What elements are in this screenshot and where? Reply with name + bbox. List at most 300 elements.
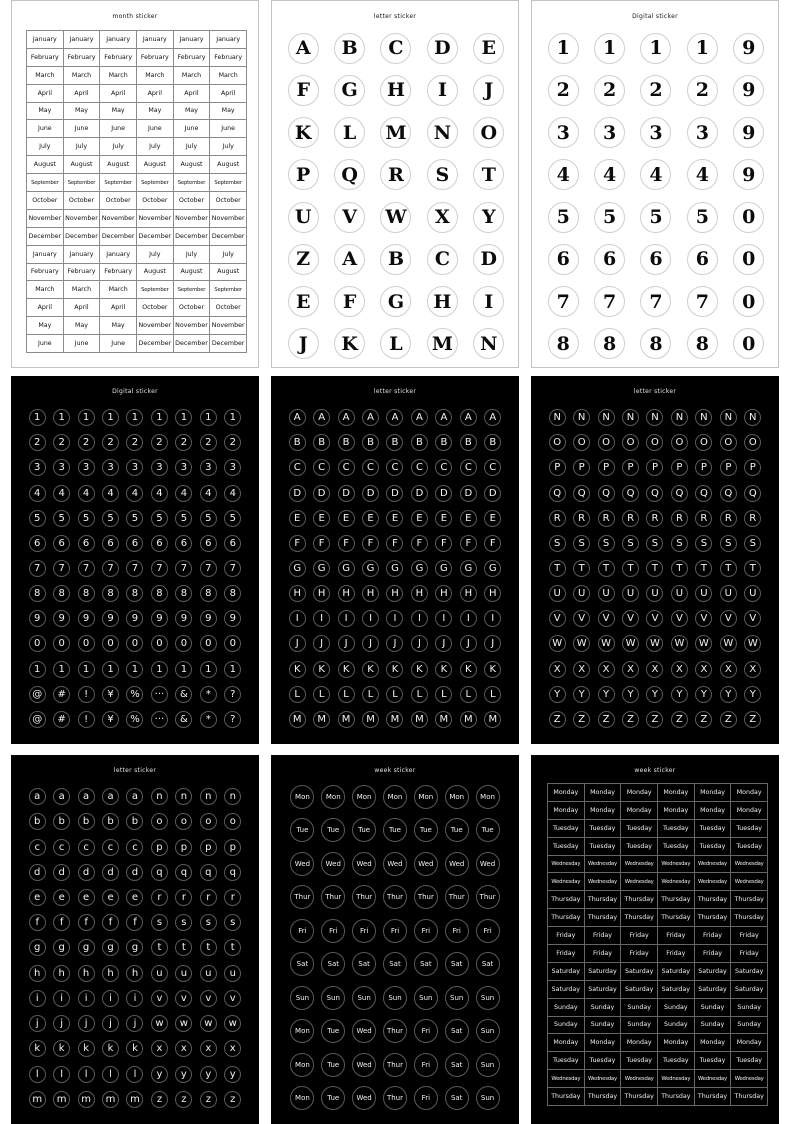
sticker-label: Q	[699, 487, 708, 499]
sticker-label: 5	[205, 512, 212, 524]
sticker-circle	[695, 459, 712, 476]
sticker-label: 5	[229, 512, 236, 524]
sticker-cell: May	[64, 317, 101, 335]
sticker-circle	[476, 1086, 500, 1110]
sticker-circle	[78, 711, 95, 728]
sticker-label: y	[229, 1068, 236, 1080]
sticker-label: z	[156, 1093, 163, 1105]
sticker-circle	[313, 535, 330, 552]
sticker-label: X	[749, 663, 757, 675]
sticker-circle	[334, 286, 365, 317]
sticker-label: b	[107, 816, 114, 828]
sticker-label: l	[35, 1068, 39, 1080]
sticker-circle	[53, 864, 70, 881]
sticker-label: z	[230, 1093, 236, 1105]
sticker-label: i	[84, 992, 88, 1004]
sticker-label: 5	[180, 512, 188, 524]
sticker-label: Z	[627, 713, 634, 725]
sticker-label: 1	[156, 412, 163, 424]
sticker-label: B	[464, 437, 472, 449]
sticker-cell: February	[27, 49, 64, 67]
sticker-label: Fri	[359, 926, 369, 935]
sticker-label: A	[416, 412, 423, 424]
sticker-circle	[549, 635, 566, 652]
sticker-circle	[126, 1091, 143, 1108]
sticker-circle	[102, 965, 119, 982]
sticker-label: Z	[700, 713, 708, 725]
sticker-cell: Monday	[548, 1034, 585, 1052]
sticker-circle	[622, 409, 639, 426]
sticker-circle	[338, 434, 355, 451]
sticker-circle	[414, 852, 438, 876]
sticker-label: Wed	[387, 859, 403, 868]
sticker-cell: September	[210, 174, 247, 192]
sticker-cell: Thursday	[658, 1088, 695, 1106]
sticker-circle	[151, 839, 168, 856]
sticker-circle	[289, 485, 306, 502]
sticker-circle	[126, 1040, 143, 1057]
sticker-label: G	[341, 79, 358, 102]
sticker-circle	[126, 1066, 143, 1083]
sticker-circle	[126, 990, 143, 1007]
sticker-circle	[224, 1066, 241, 1083]
sticker-label: 4	[602, 163, 617, 186]
sticker-circle	[687, 159, 718, 190]
sticker-circle	[473, 33, 504, 64]
sticker-label: 2	[180, 437, 188, 449]
sticker-label: R	[553, 512, 561, 524]
sticker-circle	[126, 535, 143, 552]
sticker-label: w	[204, 1018, 213, 1030]
week-sticker-sheet-table	[531, 755, 779, 1124]
sticker-label: N	[749, 412, 757, 424]
sticker-cell: Thursday	[731, 891, 768, 909]
sticker-cell: May	[137, 103, 174, 121]
sticker-label: D	[366, 487, 375, 499]
sticker-circle	[622, 610, 639, 627]
sticker-label: s	[156, 917, 163, 929]
sticker-circle	[671, 610, 688, 627]
sticker-cell: Tuesday	[695, 1052, 732, 1070]
sticker-label: 8	[107, 588, 114, 600]
sticker-circle	[435, 711, 452, 728]
sticker-cell: Tuesday	[621, 838, 658, 856]
sticker-label: S	[749, 537, 756, 549]
sticker-circle	[352, 1086, 376, 1110]
sticker-cell: July	[210, 138, 247, 156]
sticker-label: O	[748, 437, 757, 449]
sticker-cell: Wednesday	[585, 1070, 622, 1088]
sticker-circle	[290, 818, 314, 842]
sticker-label: 7	[180, 562, 188, 574]
sticker-circle	[695, 711, 712, 728]
sticker-circle	[313, 661, 330, 678]
sticker-label: 2	[131, 437, 139, 449]
sticker-cell: Thursday	[658, 891, 695, 909]
sticker-circle	[549, 560, 566, 577]
sticker-label: x	[205, 1043, 212, 1055]
sticker-circle	[352, 818, 376, 842]
sheet-title: letter sticker	[113, 767, 157, 774]
sticker-cell: Wednesday	[658, 856, 695, 874]
sticker-label: O	[553, 437, 562, 449]
sticker-circle	[573, 535, 590, 552]
sticker-circle	[352, 1019, 376, 1043]
sticker-circle	[549, 434, 566, 451]
sticker-cell: July	[64, 138, 101, 156]
sticker-circle	[695, 686, 712, 703]
sticker-label: L	[416, 688, 423, 700]
sticker-cell: October	[210, 299, 247, 317]
sticker-circle	[473, 159, 504, 190]
sticker-circle	[695, 585, 712, 602]
sticker-circle	[53, 788, 70, 805]
sticker-circle	[53, 686, 70, 703]
sticker-circle	[383, 818, 407, 842]
sticker-circle	[102, 510, 119, 527]
sticker-cell: Tuesday	[731, 838, 768, 856]
sticker-cell: Monday	[731, 784, 768, 802]
sticker-label: Fri	[483, 926, 492, 935]
letter-sticker-sheet-n-z	[531, 376, 779, 744]
sticker-cell: Friday	[658, 927, 695, 945]
sticker-cell: September	[174, 174, 211, 192]
sticker-circle	[289, 409, 306, 426]
sticker-circle	[78, 686, 95, 703]
sticker-circle	[175, 1040, 192, 1057]
sticker-circle	[29, 1066, 46, 1083]
sticker-circle	[200, 510, 217, 527]
sticker-label: Tue	[419, 826, 432, 835]
sticker-label: K	[294, 121, 312, 144]
sticker-circle	[594, 244, 625, 275]
sticker-label: h	[34, 967, 41, 979]
sticker-circle	[78, 409, 95, 426]
sticker-circle	[126, 485, 143, 502]
sticker-label: M	[415, 713, 424, 725]
sticker-cell: June	[64, 120, 101, 138]
sticker-cell: Friday	[731, 945, 768, 963]
sticker-circle	[175, 788, 192, 805]
sticker-label: w	[179, 1018, 188, 1030]
sticker-cell: Friday	[695, 927, 732, 945]
sticker-circle	[321, 919, 345, 943]
sticker-label: x	[180, 1043, 187, 1055]
sticker-label: Sun	[450, 993, 464, 1002]
sticker-circle	[744, 711, 761, 728]
sticker-label: X	[602, 663, 610, 675]
sticker-label: 1	[131, 663, 139, 675]
sticker-cell: April	[100, 299, 137, 317]
sticker-cell: Wednesday	[658, 873, 695, 891]
sticker-circle	[29, 889, 46, 906]
sticker-label: 6	[156, 537, 163, 549]
sticker-label: X	[627, 663, 634, 675]
sticker-circle	[414, 952, 438, 976]
sticker-circle	[352, 785, 376, 809]
sticker-label: m	[56, 1093, 67, 1105]
sticker-circle	[733, 33, 764, 64]
sticker-label: E	[318, 512, 325, 524]
sticker-label: 1	[34, 412, 41, 424]
sticker-label: d	[58, 866, 65, 878]
sticker-circle	[175, 661, 192, 678]
sticker-label: Y	[725, 688, 732, 700]
sticker-cell: Wednesday	[548, 873, 585, 891]
sticker-circle	[200, 560, 217, 577]
sticker-label: j	[35, 1018, 39, 1030]
sticker-circle	[352, 986, 376, 1010]
sticker-circle	[338, 661, 355, 678]
sticker-label: Y	[749, 688, 756, 700]
sticker-cell: Tuesday	[585, 820, 622, 838]
sticker-circle	[640, 117, 671, 148]
sticker-circle	[151, 914, 168, 931]
sticker-circle	[383, 986, 407, 1010]
sticker-circle	[598, 485, 615, 502]
sticker-label: 8	[156, 588, 163, 600]
sticker-circle	[445, 952, 469, 976]
sticker-label: M	[464, 713, 473, 725]
sticker-label: J	[466, 638, 470, 650]
sticker-circle	[573, 610, 590, 627]
sticker-label: G	[293, 562, 302, 574]
sticker-circle	[224, 459, 241, 476]
sticker-label: V	[627, 613, 634, 625]
sticker-circle	[29, 635, 46, 652]
sticker-label: Wed	[356, 1094, 372, 1103]
sticker-label: Z	[578, 713, 586, 725]
sticker-circle	[102, 839, 119, 856]
sticker-label: I	[437, 79, 447, 102]
sticker-circle	[200, 1066, 217, 1083]
sticker-circle	[126, 965, 143, 982]
sticker-circle	[476, 818, 500, 842]
sticker-label: j	[133, 1018, 137, 1030]
sticker-cell: Thursday	[731, 1088, 768, 1106]
sticker-label: t	[181, 942, 186, 954]
sticker-label: Mon	[295, 1060, 310, 1069]
sticker-circle	[435, 459, 452, 476]
sticker-label: p	[205, 841, 212, 853]
sticker-label: ···	[154, 713, 165, 725]
sticker-label: 1	[107, 412, 114, 424]
sticker-label: 2	[649, 79, 663, 102]
sticker-label: X	[553, 663, 561, 675]
sticker-label: T	[676, 562, 683, 574]
sticker-label: k	[107, 1043, 114, 1055]
sticker-circle	[151, 813, 168, 830]
sticker-cell: June	[100, 335, 137, 353]
sticker-circle	[289, 686, 306, 703]
sticker-circle	[175, 889, 192, 906]
sticker-circle	[380, 244, 411, 275]
sticker-cell: July	[174, 138, 211, 156]
sticker-circle	[548, 33, 579, 64]
sticker-circle	[484, 459, 501, 476]
sticker-label: K	[318, 663, 325, 675]
sticker-label: b	[34, 816, 41, 828]
sticker-label: F	[343, 537, 349, 549]
sticker-label: 9	[742, 37, 756, 60]
sticker-circle	[290, 885, 314, 909]
sticker-circle	[321, 1019, 345, 1043]
sticker-circle	[622, 434, 639, 451]
sticker-circle	[386, 686, 403, 703]
sticker-label: v	[229, 992, 236, 1004]
sticker-circle	[460, 711, 477, 728]
sticker-label: 5	[556, 206, 570, 229]
sticker-label: j	[109, 1018, 112, 1030]
sticker-circle	[744, 560, 761, 577]
sticker-circle	[411, 535, 428, 552]
sticker-label: 3	[556, 121, 570, 144]
sticker-circle	[102, 1091, 119, 1108]
sticker-cell: Monday	[695, 1034, 732, 1052]
sticker-circle	[362, 661, 379, 678]
sticker-label: 7	[107, 562, 114, 574]
sticker-circle	[224, 510, 241, 527]
sticker-circle	[352, 919, 376, 943]
sticker-label: T	[554, 562, 561, 574]
sticker-circle	[445, 885, 469, 909]
sticker-label: Fri	[421, 926, 431, 935]
sticker-circle	[126, 510, 143, 527]
sticker-label: W	[747, 638, 758, 650]
sticker-circle	[671, 686, 688, 703]
sticker-label: 4	[131, 487, 139, 499]
sticker-cell: Sunday	[621, 1017, 658, 1035]
sticker-circle	[598, 585, 615, 602]
sticker-circle	[102, 1040, 119, 1057]
sticker-circle	[671, 535, 688, 552]
sticker-label: 9	[131, 613, 139, 625]
sticker-cell: April	[27, 85, 64, 103]
sticker-circle	[352, 952, 376, 976]
sticker-cell: February	[27, 264, 64, 282]
sticker-label: U	[675, 588, 684, 600]
sticker-label: A	[391, 412, 399, 424]
sticker-label: Mon	[387, 792, 403, 801]
sticker-circle	[78, 1040, 95, 1057]
sticker-circle	[151, 1091, 168, 1108]
sticker-label: Sat	[450, 1060, 463, 1069]
sticker-circle	[549, 485, 566, 502]
sticker-circle	[78, 485, 95, 502]
sticker-label: E	[416, 512, 423, 524]
sticker-label: 2	[695, 79, 709, 102]
sticker-circle	[29, 535, 46, 552]
sticker-circle	[53, 434, 70, 451]
sticker-label: y	[180, 1068, 187, 1080]
sticker-label: 5	[34, 512, 41, 524]
sticker-circle	[224, 635, 241, 652]
sticker-circle	[460, 535, 477, 552]
sticker-circle	[29, 990, 46, 1007]
sticker-cell: April	[27, 299, 64, 317]
sticker-circle	[671, 661, 688, 678]
sticker-circle	[224, 788, 241, 805]
sticker-cell: April	[64, 299, 101, 317]
sticker-label: Sat	[327, 960, 339, 969]
sticker-label: O	[626, 437, 635, 449]
sticker-circle	[321, 952, 345, 976]
sticker-circle	[338, 686, 355, 703]
sticker-label: Wed	[418, 859, 434, 868]
sticker-circle	[321, 818, 345, 842]
sticker-circle	[200, 711, 217, 728]
sticker-cell: January	[27, 31, 64, 49]
sticker-label: H	[391, 588, 399, 600]
sticker-circle	[289, 610, 306, 627]
sticker-label: 1	[34, 663, 41, 675]
sticker-circle	[622, 459, 639, 476]
sticker-circle	[362, 510, 379, 527]
sticker-label: d	[82, 866, 90, 878]
sticker-circle	[29, 1040, 46, 1057]
sticker-circle	[126, 788, 143, 805]
sticker-label: V	[700, 613, 708, 625]
sticker-label: *	[205, 713, 211, 725]
sticker-label: 8	[82, 588, 90, 600]
sticker-circle	[78, 965, 95, 982]
sticker-circle	[53, 485, 70, 502]
sheet-title: Digital sticker	[112, 388, 158, 395]
sticker-label: X	[651, 663, 659, 675]
sticker-circle	[78, 939, 95, 956]
sticker-label: f	[108, 917, 113, 929]
sticker-circle	[200, 1091, 217, 1108]
sticker-label: T	[700, 562, 707, 574]
sticker-label: R	[700, 512, 708, 524]
sticker-circle	[445, 1053, 469, 1077]
sticker-circle	[338, 459, 355, 476]
sticker-circle	[352, 1053, 376, 1077]
sticker-cell: Sunday	[548, 999, 585, 1017]
sticker-cell: November	[174, 317, 211, 335]
sticker-circle	[175, 965, 192, 982]
sticker-label: 3	[107, 462, 114, 474]
sticker-label: 3	[205, 462, 212, 474]
sticker-circle	[53, 813, 70, 830]
sticker-cell: October	[27, 192, 64, 210]
sticker-circle	[435, 661, 452, 678]
sticker-label: Sun	[480, 1060, 495, 1069]
sticker-label: 8	[695, 332, 709, 355]
sticker-circle	[175, 409, 192, 426]
sticker-label: S	[554, 537, 561, 549]
sticker-cell: March	[137, 67, 174, 85]
sticker-circle	[334, 202, 365, 233]
sticker-circle	[622, 686, 639, 703]
sticker-circle	[460, 485, 477, 502]
sticker-circle	[383, 1019, 407, 1043]
sticker-cell: July	[137, 246, 174, 264]
sticker-label: 6	[205, 537, 212, 549]
sticker-cell: Sunday	[731, 999, 768, 1017]
sticker-cell: September	[174, 281, 211, 299]
sticker-circle	[200, 661, 217, 678]
sticker-label: q	[156, 866, 163, 878]
sticker-label: M	[292, 713, 302, 725]
sticker-circle	[720, 661, 737, 678]
sticker-circle	[78, 864, 95, 881]
sticker-cell: Friday	[621, 927, 658, 945]
sticker-label: 0	[742, 332, 756, 355]
sticker-circle	[224, 839, 241, 856]
sticker-circle	[224, 535, 241, 552]
sticker-label: ¥	[107, 688, 114, 700]
